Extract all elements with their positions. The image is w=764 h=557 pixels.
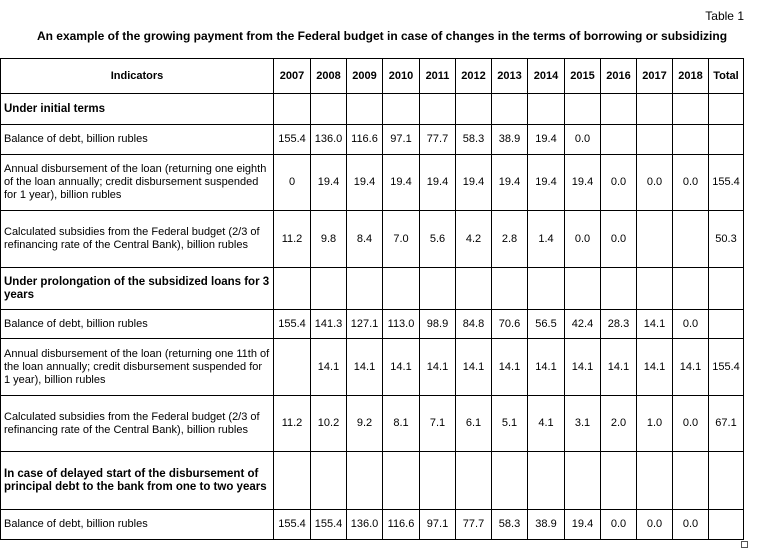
table-cell xyxy=(673,452,709,510)
table-cell: 0.0 xyxy=(673,510,709,540)
table-cell: 3.1 xyxy=(565,396,601,452)
table-cell xyxy=(347,452,383,510)
table-cell: 97.1 xyxy=(420,510,456,540)
section-heading: In case of delayed start of the disbursement of principal debt to the bank from one to two years xyxy=(1,452,274,510)
table-cell: 14.1 xyxy=(456,339,492,396)
table-cell: 155.4 xyxy=(274,125,311,155)
table-cell xyxy=(565,452,601,510)
table-cell: 14.1 xyxy=(673,339,709,396)
table-cell: 155.4 xyxy=(709,339,744,396)
table-cell xyxy=(709,268,744,310)
table-cell xyxy=(311,452,347,510)
table-cell: 14.1 xyxy=(383,339,420,396)
table-cell: 6.1 xyxy=(456,396,492,452)
table-cell: 0.0 xyxy=(601,155,637,211)
section-row xyxy=(1,452,744,510)
table-cell: 19.4 xyxy=(420,155,456,211)
section-heading: Under initial terms xyxy=(1,94,274,125)
column-header: Total xyxy=(709,59,744,94)
table-cell xyxy=(274,452,311,510)
table-cell: 56.5 xyxy=(528,310,565,339)
table-cell xyxy=(311,94,347,125)
indicator-label: Annual disbursement of the loan (returning one 11th of the loan annually; credit disbursement suspended for 1 year), billion rubles xyxy=(1,339,274,396)
table-cell: 0.0 xyxy=(673,155,709,211)
table-cell: 14.1 xyxy=(637,310,673,339)
column-header: 2011 xyxy=(420,59,456,94)
section-row xyxy=(1,268,744,310)
table-cell: 0.0 xyxy=(673,310,709,339)
table-cell: 19.4 xyxy=(492,155,528,211)
table-cell xyxy=(528,452,565,510)
table-cell: 19.4 xyxy=(565,155,601,211)
table-cell: 8.1 xyxy=(383,396,420,452)
table-cell xyxy=(601,125,637,155)
column-header: 2009 xyxy=(347,59,383,94)
table-cell: 14.1 xyxy=(347,339,383,396)
table-cell: 7.1 xyxy=(420,396,456,452)
table-cell xyxy=(347,268,383,310)
table-cell xyxy=(347,94,383,125)
column-header: 2015 xyxy=(565,59,601,94)
table-cell: 58.3 xyxy=(456,125,492,155)
table-cell: 7.0 xyxy=(383,211,420,268)
header-row xyxy=(1,59,744,94)
table-cell: 19.4 xyxy=(565,510,601,540)
column-header: 2012 xyxy=(456,59,492,94)
table-row xyxy=(1,396,744,452)
table-cell: 11.2 xyxy=(274,396,311,452)
table-cell: 0.0 xyxy=(637,510,673,540)
table-cell xyxy=(456,94,492,125)
table-cell xyxy=(492,268,528,310)
table-cell xyxy=(420,452,456,510)
table-cell xyxy=(420,268,456,310)
table-cell: 58.3 xyxy=(492,510,528,540)
table-cell: 42.4 xyxy=(565,310,601,339)
table-cell xyxy=(637,94,673,125)
table-cell: 113.0 xyxy=(383,310,420,339)
table-cell: 141.3 xyxy=(311,310,347,339)
table-cell: 14.1 xyxy=(528,339,565,396)
indicator-label: Annual disbursement of the loan (returning one eighth of the loan annually; credit disbursement suspended for 1 year), billion rubles xyxy=(1,155,274,211)
table-cell: 1.4 xyxy=(528,211,565,268)
table-cell xyxy=(637,268,673,310)
table-cell xyxy=(383,268,420,310)
column-header: 2013 xyxy=(492,59,528,94)
table-cell xyxy=(528,94,565,125)
table-cell: 116.6 xyxy=(347,125,383,155)
table-cell: 2.8 xyxy=(492,211,528,268)
table-cell xyxy=(637,211,673,268)
indicator-label: Balance of debt, billion rubles xyxy=(1,310,274,339)
table-row xyxy=(1,310,744,339)
table-row xyxy=(1,339,744,396)
table-cell xyxy=(492,452,528,510)
table-cell: 155.4 xyxy=(709,155,744,211)
indicator-label: Calculated subsidies from the Federal budget (2/3 of refinancing rate of the Central Bank), billion rubles xyxy=(1,396,274,452)
table-cell: 127.1 xyxy=(347,310,383,339)
table-row xyxy=(1,211,744,268)
table-cell: 14.1 xyxy=(311,339,347,396)
column-header: 2010 xyxy=(383,59,420,94)
table-cell xyxy=(420,94,456,125)
table-cell: 14.1 xyxy=(420,339,456,396)
table-cell xyxy=(456,268,492,310)
table-cell: 4.2 xyxy=(456,211,492,268)
table-cell xyxy=(528,268,565,310)
table-cell xyxy=(601,452,637,510)
table-cell: 97.1 xyxy=(383,125,420,155)
table-cell: 50.3 xyxy=(709,211,744,268)
table-cell xyxy=(673,211,709,268)
table-cell: 2.0 xyxy=(601,396,637,452)
table-cell: 0.0 xyxy=(673,396,709,452)
table-cell: 1.0 xyxy=(637,396,673,452)
table-cell xyxy=(311,268,347,310)
table-cell xyxy=(637,125,673,155)
table-cell xyxy=(601,94,637,125)
column-header: 2014 xyxy=(528,59,565,94)
table-cell: 0.0 xyxy=(565,125,601,155)
table-cell: 116.6 xyxy=(383,510,420,540)
table-cell xyxy=(274,339,311,396)
table-row xyxy=(1,510,744,540)
table-cell: 0.0 xyxy=(601,211,637,268)
table-cell: 84.8 xyxy=(456,310,492,339)
table-cell: 19.4 xyxy=(528,155,565,211)
data-table xyxy=(0,58,744,540)
table-row xyxy=(1,155,744,211)
table-cell: 70.6 xyxy=(492,310,528,339)
table-cell: 4.1 xyxy=(528,396,565,452)
table-cell: 0 xyxy=(274,155,311,211)
table-cell: 5.1 xyxy=(492,396,528,452)
table-cell: 14.1 xyxy=(492,339,528,396)
column-header: 2016 xyxy=(601,59,637,94)
indicator-label: Balance of debt, billion rubles xyxy=(1,510,274,540)
table-cell: 8.4 xyxy=(347,211,383,268)
table-cell xyxy=(456,452,492,510)
column-header: 2007 xyxy=(274,59,311,94)
table-cell: 0.0 xyxy=(637,155,673,211)
table-cell xyxy=(383,452,420,510)
table-cell xyxy=(637,452,673,510)
table-cell xyxy=(709,125,744,155)
table-cell: 155.4 xyxy=(274,510,311,540)
table-cell: 67.1 xyxy=(709,396,744,452)
table-cell xyxy=(601,268,637,310)
table-cell xyxy=(673,268,709,310)
section-heading: Under prolongation of the subsidized loans for 3 years xyxy=(1,268,274,310)
table-cell xyxy=(709,510,744,540)
table-cell: 98.9 xyxy=(420,310,456,339)
column-header: 2017 xyxy=(637,59,673,94)
indicator-label: Calculated subsidies from the Federal budget (2/3 of refinancing rate of the Central Bank), billion rubles xyxy=(1,211,274,268)
column-header: Indicators xyxy=(1,59,274,94)
table-cell: 77.7 xyxy=(456,510,492,540)
table-cell: 10.2 xyxy=(311,396,347,452)
table-cell: 28.3 xyxy=(601,310,637,339)
table-cell: 19.4 xyxy=(347,155,383,211)
table-cell: 14.1 xyxy=(601,339,637,396)
table-number-label: Table 1 xyxy=(705,9,744,23)
table-cell: 19.4 xyxy=(528,125,565,155)
table-cell: 19.4 xyxy=(456,155,492,211)
table-cell: 155.4 xyxy=(311,510,347,540)
table-cell: 0.0 xyxy=(565,211,601,268)
table-cell: 38.9 xyxy=(528,510,565,540)
table-cell: 11.2 xyxy=(274,211,311,268)
table-cell: 77.7 xyxy=(420,125,456,155)
table-cell: 9.8 xyxy=(311,211,347,268)
table-cell xyxy=(274,268,311,310)
table-cell: 155.4 xyxy=(274,310,311,339)
table-cell: 19.4 xyxy=(311,155,347,211)
table-cell: 38.9 xyxy=(492,125,528,155)
table-cell xyxy=(709,310,744,339)
table-cell xyxy=(565,268,601,310)
table-cell xyxy=(673,94,709,125)
table-cell: 14.1 xyxy=(565,339,601,396)
table-cell: 5.6 xyxy=(420,211,456,268)
section-row xyxy=(1,94,744,125)
table-cell xyxy=(274,94,311,125)
table-cell: 0.0 xyxy=(601,510,637,540)
table-cell: 136.0 xyxy=(311,125,347,155)
table-cell: 136.0 xyxy=(347,510,383,540)
table-cell xyxy=(383,94,420,125)
column-header: 2008 xyxy=(311,59,347,94)
table-cell xyxy=(709,452,744,510)
table-cell: 14.1 xyxy=(637,339,673,396)
table-cell: 9.2 xyxy=(347,396,383,452)
indicator-label: Balance of debt, billion rubles xyxy=(1,125,274,155)
table-cell xyxy=(709,94,744,125)
table-cell: 19.4 xyxy=(383,155,420,211)
document-title: An example of the growing payment from the Federal budget in case of changes in the terms of borrowing or subsidizing xyxy=(36,29,728,43)
table-cell xyxy=(673,125,709,155)
resize-handle[interactable] xyxy=(741,541,748,548)
column-header: 2018 xyxy=(673,59,709,94)
table-cell xyxy=(565,94,601,125)
table-row xyxy=(1,125,744,155)
table-cell xyxy=(492,94,528,125)
